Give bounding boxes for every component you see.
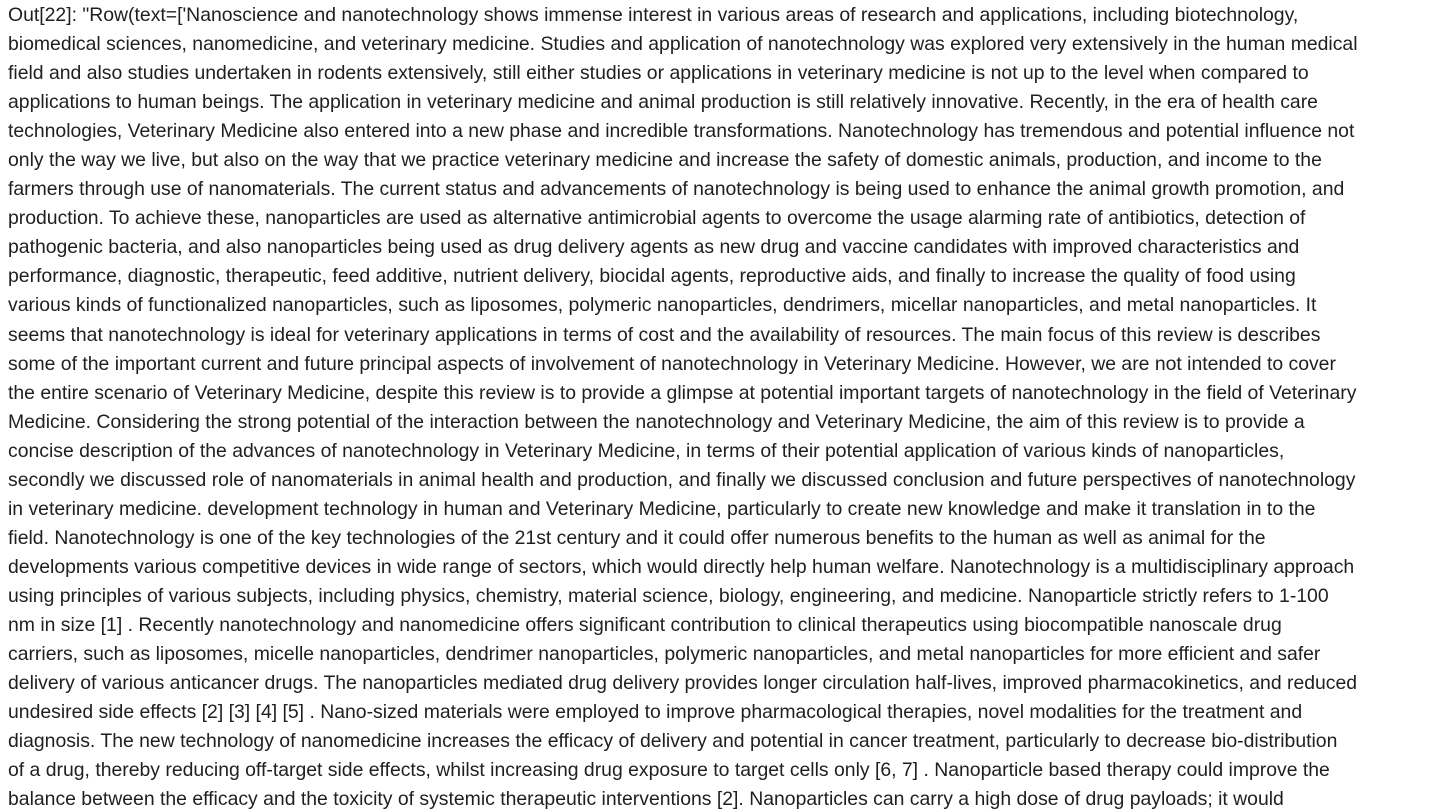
output-line: concise description of the advances of nanotechnology in Veterinary Medicine, in terms of their potential application of various kinds of nanoparticles, <box>8 439 1285 462</box>
output-line: field and also studies undertaken in rodents extensively, still either studies or applications in veterinary medicine is not up to the level when compared to <box>8 62 1309 85</box>
output-line <box>8 1 1452 30</box>
output-line: pathogenic bacteria, and also nanoparticles being used as drug delivery agents as new drug and vaccine candidates with improved characteristics and <box>8 236 1300 259</box>
output-line: balance between the efficacy and the toxicity of systemic therapeutic interventions [2]. Nanoparticles can carry a high dose of drug payloads; it would <box>8 788 1284 811</box>
output-line: developments various competitive devices in wide range of sectors, which would directly help human welfare. Nanotechnology is a multidisciplinary approach <box>8 555 1355 578</box>
output-line: the entire scenario of Veterinary Medicine, despite this review is to provide a glimpse at potential important targets of nanotechnology in the field of Veterinary <box>8 381 1357 404</box>
output-line: seems that nanotechnology is ideal for veterinary applications in terms of cost and the availability of resources. The main focus of this review is describes <box>8 323 1321 346</box>
output-line: production. To achieve these, nanoparticles are used as alternative antimicrobial agents to overcome the usage alarming rate of antibiotics, detection of <box>8 207 1306 230</box>
output-line-text: "Row(text=['Nanoscience and nanotechnology shows immense interest in various areas of research and applications, including biotechnology, <box>77 4 1299 26</box>
output-line: some of the important current and future principal aspects of involvement of nanotechnology in Veterinary Medicine. However, we are not intended to cover <box>8 352 1336 375</box>
output-line: farmers through use of nanomaterials. The current status and advancements of nanotechnology is being used to enhance the animal growth promotion, and <box>8 178 1345 201</box>
output-line: applications to human beings. The application in veterinary medicine and animal production is still relatively innovative. Recently, in the era of health care <box>8 91 1318 114</box>
output-line: of a drug, thereby reducing off-target side effects, whilst increasing drug exposure to target cells only [6, 7] . Nanoparticle based therapy could improve the <box>8 759 1330 782</box>
output-line: technologies, Veterinary Medicine also entered into a new phase and incredible transformations. Nanotechnology has tremendous and potential influence not <box>8 120 1355 143</box>
output-line: in veterinary medicine. development technology in human and Veterinary Medicine, particularly to create new knowledge and make it translation in to the <box>8 497 1316 520</box>
output-line: biomedical sciences, nanomedicine, and veterinary medicine. Studies and application of nanotechnology was explored very extensively in the human medical <box>8 33 1358 56</box>
output-text-block <box>8 1 1452 812</box>
output-prompt: Out[22]: <box>8 4 77 26</box>
output-line: using principles of various subjects, including physics, chemistry, material science, biology, engineering, and medicine. Nanoparticle strictly refers to 1-100 <box>8 584 1329 607</box>
output-line: delivery of various anticancer drugs. The nanoparticles mediated drug delivery provides longer circulation half-lives, improved pharmacokinetics, and reduced <box>8 672 1358 695</box>
output-line: undesired side effects [2] [3] [4] [5] . Nano-sized materials were employed to improve pharmacological therapies, novel modalities for the treatment and <box>8 701 1303 724</box>
output-line: secondly we discussed role of nanomaterials in animal health and production, and finally we discussed conclusion and future perspectives of nanotechnology <box>8 468 1356 491</box>
output-line: field. Nanotechnology is one of the key technologies of the 21st century and it could offer numerous benefits to the human as well as animal for the <box>8 526 1266 549</box>
output-line: carriers, such as liposomes, micelle nanoparticles, dendrimer nanoparticles, polymeric nanoparticles, and metal nanoparticles for more efficient and safer <box>8 643 1321 666</box>
output-line: performance, diagnostic, therapeutic, feed additive, nutrient delivery, biocidal agents, reproductive aids, and finally to increase the quality of food using <box>8 265 1296 288</box>
output-line: diagnosis. The new technology of nanomedicine increases the efficacy of delivery and potential in cancer treatment, particularly to decrease bio-distribution <box>8 730 1338 753</box>
output-line: Medicine. Considering the strong potential of the interaction between the nanotechnology and Veterinary Medicine, the aim of this review is to provide a <box>8 410 1305 433</box>
output-line: nm in size [1] . Recently nanotechnology and nanomedicine offers significant contribution to clinical therapeutics using biocompatible nanoscale drug <box>8 613 1282 636</box>
output-line: various kinds of functionalized nanoparticles, such as liposomes, polymeric nanoparticles, dendrimers, micellar nanoparticles, and metal nanoparticles. It <box>8 294 1317 317</box>
output-line: only the way we live, but also on the way that we practice veterinary medicine and increase the safety of domestic animals, production, and income to the <box>8 149 1322 172</box>
